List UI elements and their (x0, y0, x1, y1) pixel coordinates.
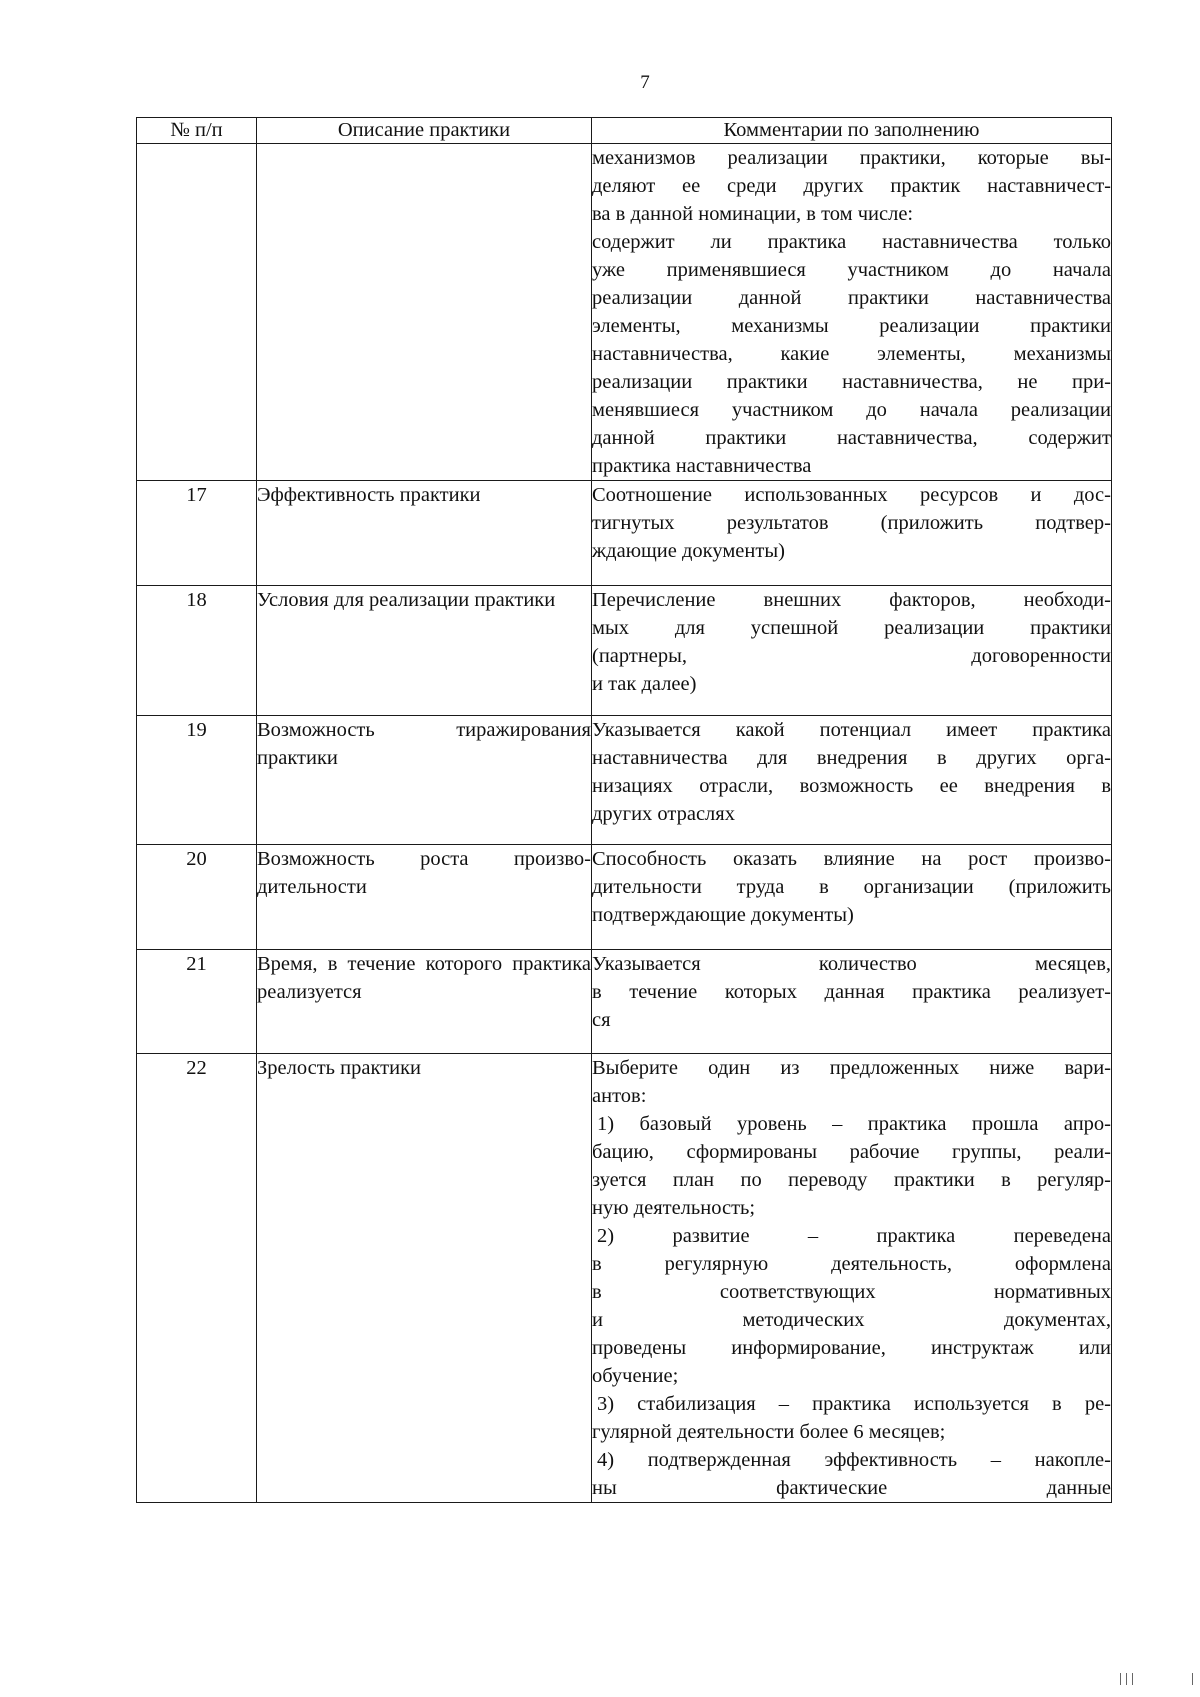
comment-line: и так далее) (592, 673, 697, 695)
table-row (137, 845, 1112, 950)
comment-line: практика наставничества (592, 455, 812, 477)
comment-line: ся (592, 1009, 611, 1031)
practice-description (257, 716, 592, 845)
comment-line: 1) базовый уровень – практика прошла апро- (597, 1113, 1111, 1135)
comment-line: бацию, сформированы рабочие группы, реали- (592, 1141, 1111, 1163)
comment-line: Соотношение использованных ресурсов и дос- (592, 484, 1111, 506)
comment-line: данной практики наставничества, содержит (592, 427, 1111, 449)
comment-line: гулярной деятельности более 6 месяцев; (592, 1421, 946, 1443)
comment-line: других отраслях (592, 803, 735, 825)
row-number: 17 (137, 481, 257, 586)
comment-line: антов: (592, 1085, 647, 1107)
table-row (137, 1054, 1112, 1503)
practice-description-text: Зрелость практики (257, 1057, 422, 1079)
comment-line: 4) подтвержденная эффективность – накопле- (597, 1449, 1111, 1471)
comment-line: дительности труда в организации (приложить (592, 876, 1111, 898)
comment-line: ную деятельность; (592, 1197, 756, 1219)
table-row (137, 144, 1112, 481)
comment-line: элементы, механизмы реализации практики (592, 315, 1111, 337)
comment-line: Указывается количество месяцев, (592, 953, 1111, 975)
page-number: 7 (640, 72, 650, 93)
comment-line: менявшиеся участником до начала реализации (592, 399, 1111, 421)
practice-description-text: Условия для реализации практики (257, 589, 556, 611)
practice-description (257, 1054, 592, 1503)
practice-description-text: Возможность тиражирования практики (257, 719, 591, 769)
filling-comment (592, 716, 1112, 845)
comment-line: деляют ее среди других практик наставничест- (592, 175, 1111, 197)
comment-line: наставничества для внедрения в других орга- (592, 747, 1111, 769)
row-number (137, 144, 257, 481)
table-header-row (137, 118, 1112, 144)
practice-description (257, 586, 592, 716)
table-row (137, 950, 1112, 1054)
comment-line: уже применявшиеся участником до начала (592, 259, 1111, 281)
comment-line: зуется план по переводу практики в регуляр- (592, 1169, 1111, 1191)
comment-line: Выберите один из предложенных ниже вари- (592, 1057, 1111, 1079)
comment-line: в соответствующих нормативных (592, 1281, 1111, 1303)
comment-line: ва в данной номинации, в том числе: (592, 203, 914, 225)
row-number: 22 (137, 1054, 257, 1503)
comment-line: обучение; (592, 1365, 679, 1387)
table-row (137, 481, 1112, 586)
comment-line: в регулярную деятельность, оформлена (592, 1253, 1111, 1275)
comment-line: механизмов реализации практики, которые вы- (592, 147, 1111, 169)
comment-line: подтверждающие документы) (592, 904, 854, 926)
header-comments: Комментарии по заполнению (592, 118, 1112, 144)
comment-line: (партнеры, договоренности (592, 645, 1111, 667)
practice-description-text: Возможность роста произво-дительности (257, 848, 591, 898)
table-row (137, 716, 1112, 845)
row-number: 19 (137, 716, 257, 845)
table-row (137, 586, 1112, 716)
comment-line: и методических документах, (592, 1309, 1111, 1331)
comment-line: низациях отрасли, возможность ее внедрения в (592, 775, 1111, 797)
comment-line: 2) развитие – практика переведена (597, 1225, 1111, 1247)
practice-description (257, 481, 592, 586)
filling-comment (592, 144, 1112, 481)
practice-table (136, 117, 1112, 1503)
comment-line: Указывается какой потенциал имеет практика (592, 719, 1111, 741)
comment-line: 3) стабилизация – практика используется в ре- (597, 1393, 1111, 1415)
filling-comment (592, 1054, 1112, 1503)
comment-line: ждающие документы) (592, 540, 785, 562)
comment-line: Способность оказать влияние на рост произво- (592, 848, 1111, 870)
comment-line: тигнутых результатов (приложить подтвер- (592, 512, 1111, 534)
filling-comment (592, 586, 1112, 716)
row-number: 18 (137, 586, 257, 716)
comment-line: реализации практики наставничества, не при- (592, 371, 1111, 393)
comment-line: реализации данной практики наставничества (592, 287, 1111, 309)
comment-line: в течение которых данная практика реализует- (592, 981, 1111, 1003)
header-number: № п/п (137, 118, 257, 144)
row-number: 21 (137, 950, 257, 1054)
comment-line: мых для успешной реализации практики (592, 617, 1111, 639)
comment-line: наставничества, какие элементы, механизмы (592, 343, 1111, 365)
practice-description (257, 950, 592, 1054)
practice-description-text: Эффективность практики (257, 484, 481, 506)
scan-marks (1110, 1671, 1200, 1685)
row-number: 20 (137, 845, 257, 950)
practice-description (257, 845, 592, 950)
comment-line: ны фактические данные (592, 1477, 1111, 1499)
filling-comment (592, 845, 1112, 950)
filling-comment (592, 950, 1112, 1054)
practice-description (257, 144, 592, 481)
filling-comment (592, 481, 1112, 586)
practice-description-text: Время, в течение которого практика реализуется (257, 953, 591, 1003)
comment-line: Перечисление внешних факторов, необходи- (592, 589, 1111, 611)
comment-line: проведены информирование, инструктаж или (592, 1337, 1111, 1359)
header-description: Описание практики (257, 118, 592, 144)
comment-line: содержит ли практика наставничества только (592, 231, 1111, 253)
